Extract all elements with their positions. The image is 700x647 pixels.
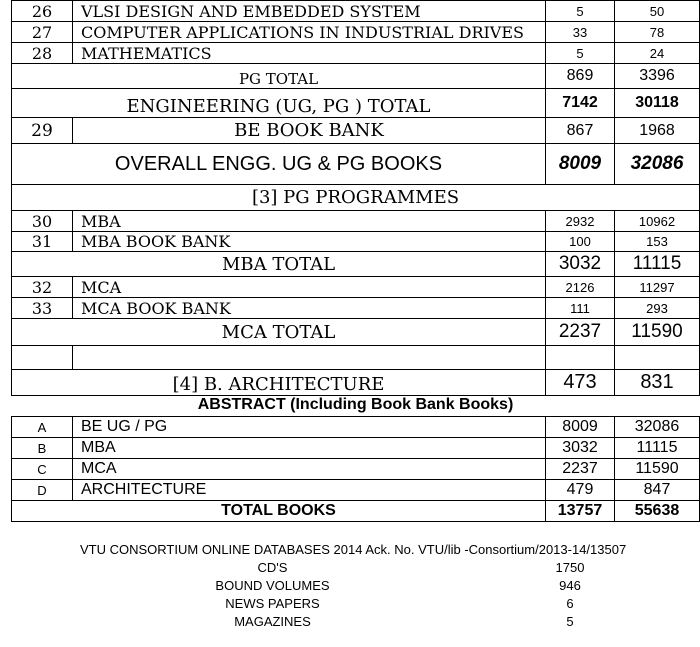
volumes-count: 50 xyxy=(615,1,700,22)
mba-total-label: MBA TOTAL xyxy=(12,252,546,277)
titles-count: 8009 xyxy=(546,417,615,438)
footer-item-value: 6 xyxy=(566,596,574,611)
architecture-label: [4] B. ARCHITECTURE xyxy=(12,370,546,396)
row-number: 26 xyxy=(12,1,73,22)
table-row xyxy=(12,438,700,459)
book-bank-label: BE BOOK BANK xyxy=(73,118,546,144)
engineering-total-label: ENGINEERING (UG, PG ) TOTAL xyxy=(12,89,546,118)
mca-total-label: MCA TOTAL xyxy=(12,319,546,346)
section-heading-row xyxy=(12,185,700,211)
row-title: MBA BOOK BANK xyxy=(73,232,546,252)
row-title: VLSI DESIGN AND EMBEDDED SYSTEM xyxy=(73,1,546,22)
table-row xyxy=(12,211,700,232)
table-row xyxy=(12,480,700,501)
volumes-count: 847 xyxy=(615,480,700,501)
titles-count: 2932 xyxy=(546,211,615,232)
titles-count: 7142 xyxy=(546,89,615,118)
titles-count: 8009 xyxy=(546,144,615,185)
book-bank-row xyxy=(12,118,700,144)
volumes-count: 30118 xyxy=(615,89,700,118)
table-row xyxy=(12,417,700,438)
row-title: ARCHITECTURE xyxy=(73,480,546,501)
footer-item-label: BOUND VOLUMES xyxy=(215,578,330,593)
row-letter: A xyxy=(12,417,73,438)
titles-count: 2237 xyxy=(546,459,615,480)
titles-count: 5 xyxy=(546,1,615,22)
footer-item-label: NEWS PAPERS xyxy=(225,596,320,611)
row-title: MBA xyxy=(73,438,546,459)
volumes-count: 3396 xyxy=(615,64,700,89)
consortium-title: VTU CONSORTIUM ONLINE DATABASES 2014 Ack. No. VTU/lib -Consortium/2013-14/13507 xyxy=(80,542,627,557)
library-stock-table xyxy=(11,0,700,396)
volumes-count: 1968 xyxy=(615,118,700,144)
titles-count: 867 xyxy=(546,118,615,144)
pg-total-row xyxy=(12,64,700,89)
table-row xyxy=(12,459,700,480)
overall-total-label: OVERALL ENGG. UG & PG BOOKS xyxy=(12,144,546,185)
volumes-count: 11115 xyxy=(615,252,700,277)
table-row xyxy=(12,1,700,22)
row-letter: D xyxy=(12,480,73,501)
pg-programmes-heading: [3] PG PROGRAMMES xyxy=(12,185,700,211)
row-title: COMPUTER APPLICATIONS IN INDUSTRIAL DRIVES xyxy=(73,22,546,43)
row-title: MCA BOOK BANK xyxy=(73,298,546,319)
abstract-table xyxy=(11,416,700,522)
row-title: MATHEMATICS xyxy=(73,43,546,64)
row-number: 30 xyxy=(12,211,73,232)
row-number: 28 xyxy=(12,43,73,64)
empty-cell xyxy=(546,346,615,370)
engineering-total-row xyxy=(12,89,700,118)
table-row xyxy=(12,298,700,319)
pg-total-label: PG TOTAL xyxy=(12,64,546,89)
titles-count: 2237 xyxy=(546,319,615,346)
row-number: 31 xyxy=(12,232,73,252)
architecture-row xyxy=(12,370,700,396)
footer-item-value: 946 xyxy=(559,578,581,593)
mba-total-row xyxy=(12,252,700,277)
volumes-count: 32086 xyxy=(615,417,700,438)
titles-count: 479 xyxy=(546,480,615,501)
titles-count: 473 xyxy=(546,370,615,396)
volumes-count: 153 xyxy=(615,232,700,252)
footer-item-value: 1750 xyxy=(555,560,585,575)
volumes-count: 831 xyxy=(615,370,700,396)
row-title: MCA xyxy=(73,459,546,480)
titles-count: 33 xyxy=(546,22,615,43)
volumes-count: 11590 xyxy=(615,459,700,480)
titles-count: 3032 xyxy=(546,252,615,277)
volumes-count: 293 xyxy=(615,298,700,319)
titles-count: 13757 xyxy=(546,501,615,522)
abstract-heading: ABSTRACT (Including Book Bank Books) xyxy=(197,396,514,413)
row-number: 33 xyxy=(12,298,73,319)
titles-count: 3032 xyxy=(546,438,615,459)
row-title: MCA xyxy=(73,277,546,298)
row-letter: B xyxy=(12,438,73,459)
titles-count: 2126 xyxy=(546,277,615,298)
row-title: MBA xyxy=(73,211,546,232)
total-books-row xyxy=(12,501,700,522)
volumes-count: 11115 xyxy=(615,438,700,459)
empty-cell xyxy=(12,346,73,370)
table-row xyxy=(12,43,700,64)
row-number: 29 xyxy=(12,118,73,144)
table-row xyxy=(12,22,700,43)
table-row xyxy=(12,277,700,298)
total-books-label: TOTAL BOOKS xyxy=(12,501,546,522)
footer-item-label: CD'S xyxy=(257,560,288,575)
mca-total-row xyxy=(12,319,700,346)
overall-total-row xyxy=(12,144,700,185)
empty-row xyxy=(12,346,700,370)
titles-count: 100 xyxy=(546,232,615,252)
empty-cell xyxy=(73,346,546,370)
volumes-count: 78 xyxy=(615,22,700,43)
volumes-count: 10962 xyxy=(615,211,700,232)
row-title: BE UG / PG xyxy=(73,417,546,438)
empty-cell xyxy=(615,346,700,370)
footer-item-value: 5 xyxy=(566,614,574,629)
titles-count: 869 xyxy=(546,64,615,89)
volumes-count: 24 xyxy=(615,43,700,64)
titles-count: 5 xyxy=(546,43,615,64)
titles-count: 111 xyxy=(546,298,615,319)
volumes-count: 55638 xyxy=(615,501,700,522)
row-letter: C xyxy=(12,459,73,480)
volumes-count: 11297 xyxy=(615,277,700,298)
volumes-count: 32086 xyxy=(615,144,700,185)
footer-item-label: MAGAZINES xyxy=(234,614,311,629)
volumes-count: 11590 xyxy=(615,319,700,346)
row-number: 32 xyxy=(12,277,73,298)
row-number: 27 xyxy=(12,22,73,43)
table-row xyxy=(12,232,700,252)
